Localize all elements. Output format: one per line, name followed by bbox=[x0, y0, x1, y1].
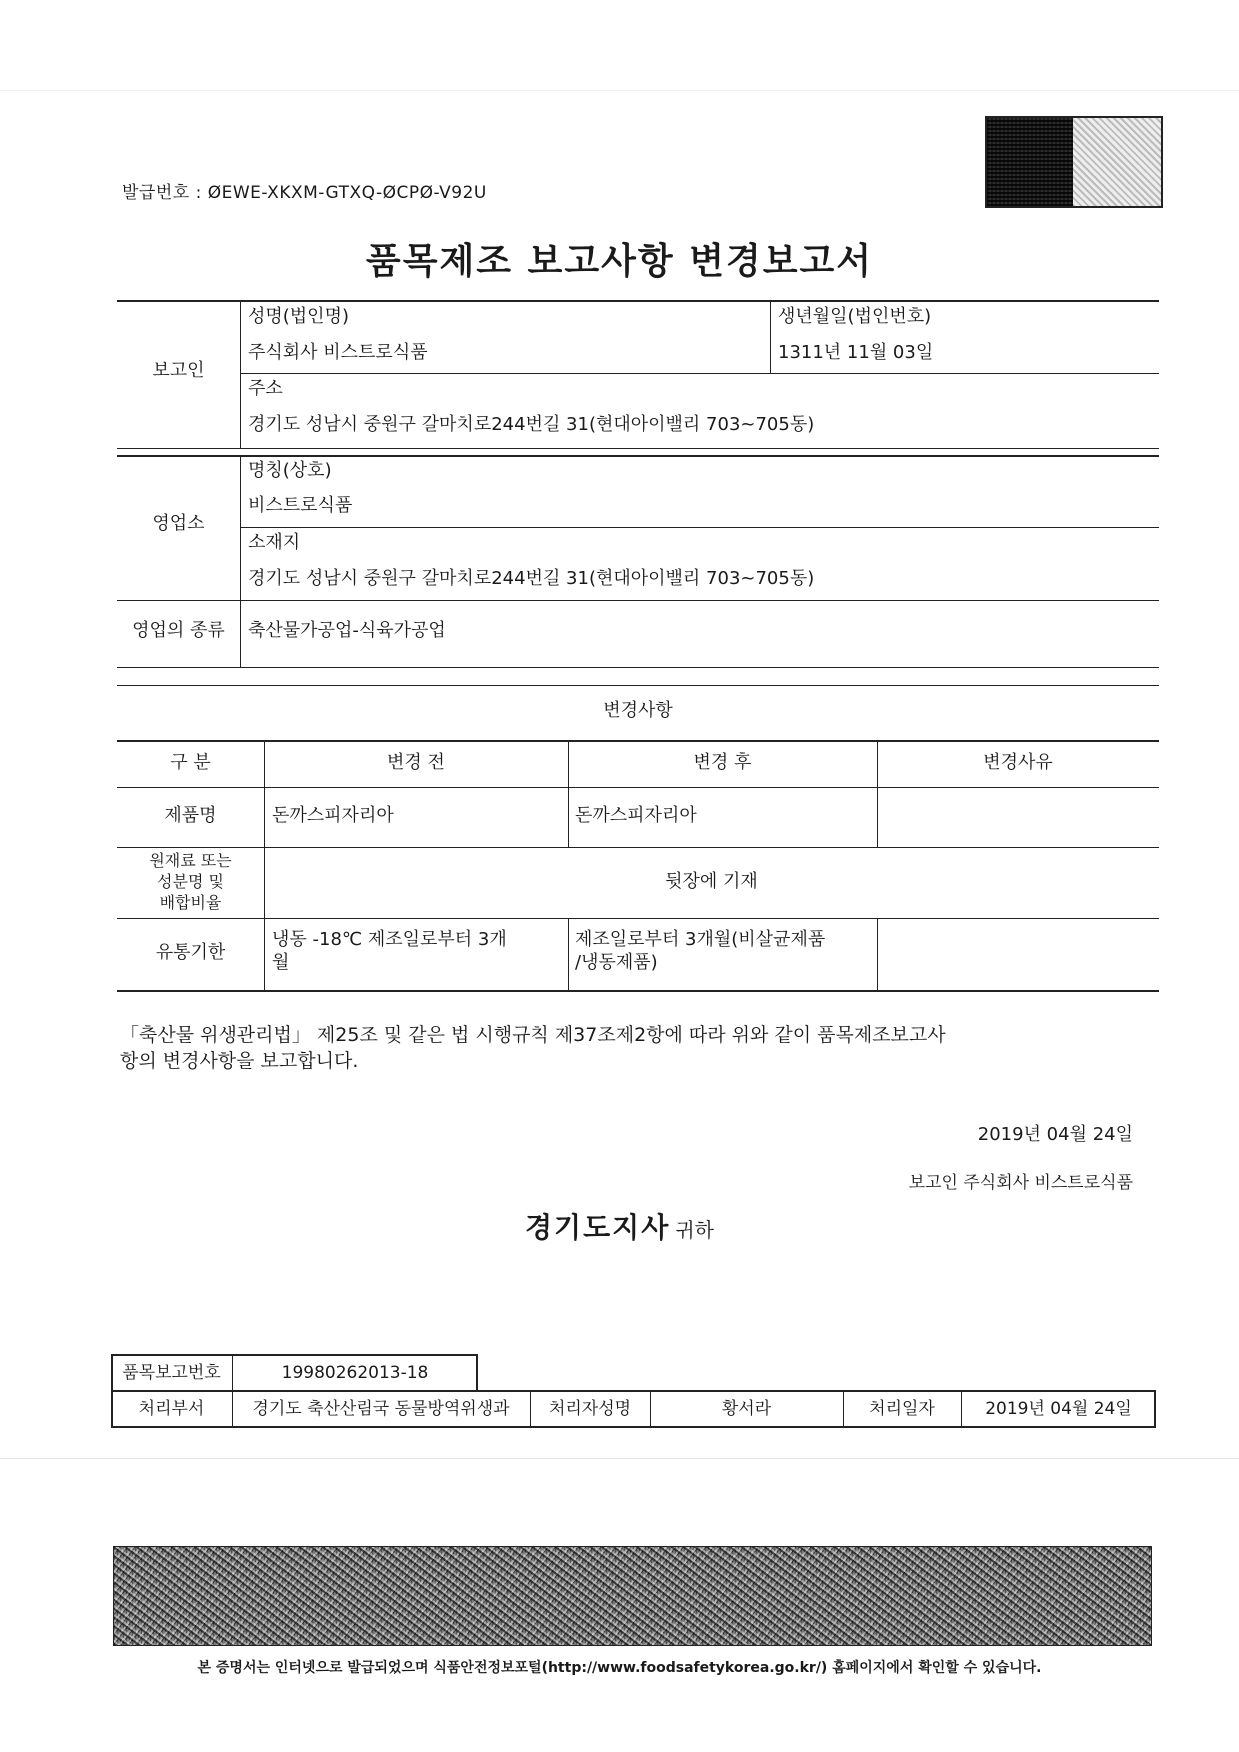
report-number-label: 품목보고번호 bbox=[122, 1363, 221, 1383]
recipient bbox=[0, 1206, 1239, 1246]
document-title: 품목제조 보고사항 변경보고서 bbox=[365, 241, 874, 282]
reporter-name-value: 주식회사 비스트로식품 bbox=[248, 342, 428, 363]
shelf-life-after-line-2: /냉동제품) bbox=[575, 952, 658, 973]
reporter-signature: 보고인 주식회사 비스트로식품 bbox=[908, 1173, 1133, 1193]
business-name-value: 비스트로식품 bbox=[248, 495, 353, 516]
header-category: 구 분 bbox=[170, 752, 211, 773]
reporter-name-label: 성명(법인명) bbox=[248, 306, 349, 327]
product-label: 제품명 bbox=[164, 805, 217, 826]
product-after: 돈까스피자리아 bbox=[575, 805, 697, 826]
rule bbox=[117, 918, 1159, 919]
rule bbox=[877, 918, 878, 990]
code-light-block bbox=[1073, 118, 1161, 206]
product-before: 돈까스피자리아 bbox=[272, 805, 394, 826]
ingredients-label-line-1: 원재료 또는 bbox=[149, 851, 232, 870]
handler-label: 처리자성명 bbox=[548, 1399, 632, 1419]
rule bbox=[770, 300, 771, 373]
rule bbox=[240, 527, 1159, 528]
rule bbox=[117, 787, 1159, 788]
ingredients-label-line-3: 배합비율 bbox=[159, 893, 222, 912]
header-after: 변경 후 bbox=[693, 752, 752, 773]
business-location-value: 경기도 성남시 중원구 갈마치로244번길 31(현대아이밸리 703~705동) bbox=[248, 568, 815, 589]
shelf-life-before-line-1: 냉동 -18℃ 제조일로부터 3개 bbox=[272, 929, 507, 950]
rule bbox=[117, 300, 1159, 302]
rule bbox=[117, 667, 1159, 668]
business-type-value: 축산물가공업-식육가공업 bbox=[248, 620, 446, 641]
dept-value: 경기도 축산산림국 동물방역위생과 bbox=[252, 1399, 510, 1419]
header-reason: 변경사유 bbox=[983, 752, 1053, 773]
rule bbox=[117, 455, 1159, 457]
reporter-birth-label: 생년월일(법인번호) bbox=[778, 306, 932, 327]
report-number-value: 19980262013-18 bbox=[281, 1363, 429, 1383]
ingredients-value: 뒷장에 기재 bbox=[665, 871, 758, 892]
rule bbox=[117, 448, 1159, 449]
processing-date-value: 2019년 04월 24일 bbox=[985, 1399, 1132, 1419]
shelf-life-label: 유통기한 bbox=[155, 942, 226, 963]
business-section-label: 영업소 bbox=[152, 513, 205, 534]
business-name-label: 명칭(상호) bbox=[248, 460, 332, 481]
statement-line-2: 항의 변경사항을 보고합니다. bbox=[120, 1050, 359, 1072]
handler-value: 황서라 bbox=[721, 1399, 772, 1419]
rule bbox=[568, 918, 569, 990]
footer-note: 본 증명서는 인터넷으로 발급되었으며 식품안전정보포털(http://www.foodsafetykorea.go.kr/) 홈페이지에서 확인할 수 있습니다. bbox=[197, 1660, 1042, 1676]
business-type-label: 영업의 종류 bbox=[132, 620, 225, 641]
rule bbox=[240, 455, 241, 667]
business-location-label: 소재지 bbox=[248, 532, 301, 553]
ingredients-label-line-2: 성분명 및 bbox=[157, 872, 224, 891]
rule bbox=[240, 373, 1159, 374]
code-dark-block bbox=[987, 118, 1073, 206]
statement-line-1: 「축산물 위생관리법」 제25조 및 같은 법 시행규칙 제37조제2항에 따라 위와 같이 품목제조보고사 bbox=[120, 1024, 946, 1046]
reporter-address-label: 주소 bbox=[248, 378, 283, 399]
rule bbox=[264, 740, 265, 990]
rule bbox=[240, 300, 241, 448]
rule bbox=[117, 990, 1159, 992]
processing-date-label: 처리일자 bbox=[869, 1399, 935, 1419]
rule bbox=[117, 600, 1159, 601]
reporter-address-value: 경기도 성남시 중원구 갈마치로244번길 31(현대아이밸리 703~705동) bbox=[248, 414, 815, 435]
changes-heading: 변경사항 bbox=[603, 700, 673, 721]
page-fold-line bbox=[0, 1458, 1239, 1459]
rule bbox=[117, 685, 1159, 686]
verification-barcode-image bbox=[113, 1546, 1152, 1646]
top-fold-line bbox=[0, 90, 1239, 91]
report-date: 2019년 04월 24일 bbox=[977, 1124, 1133, 1145]
dept-label: 처리부서 bbox=[138, 1399, 205, 1419]
document-code-image bbox=[985, 116, 1163, 208]
recipient-main: 경기도지사 bbox=[525, 1211, 671, 1244]
rule bbox=[117, 740, 1159, 742]
issue-number: 발급번호 : ØEWE-XKXM-GTXQ-ØCPØ-V92U bbox=[122, 183, 487, 203]
shelf-life-before-line-2: 월 bbox=[272, 952, 290, 973]
shelf-life-after-line-1: 제조일로부터 3개월(비살균제품 bbox=[575, 929, 826, 950]
header-before: 변경 전 bbox=[387, 752, 445, 773]
rule bbox=[117, 847, 1159, 848]
recipient-suffix: 귀하 bbox=[675, 1218, 714, 1242]
reporter-section-label: 보고인 bbox=[152, 360, 205, 381]
reporter-birth-value: 1311년 11월 03일 bbox=[778, 342, 934, 363]
